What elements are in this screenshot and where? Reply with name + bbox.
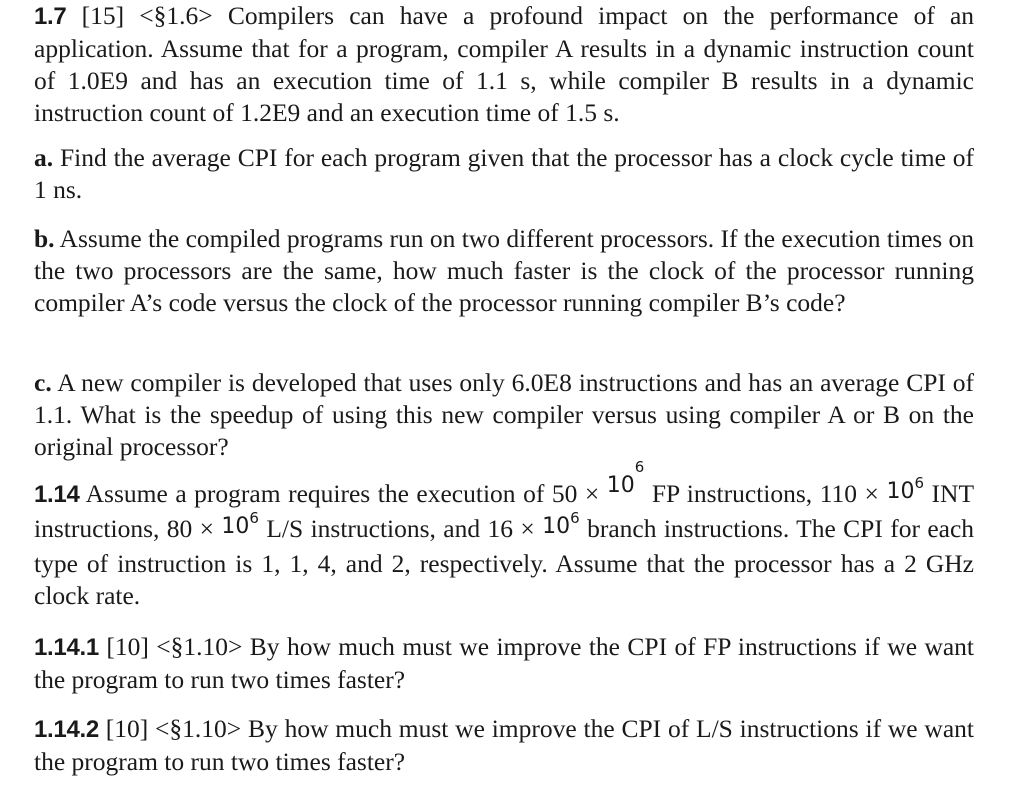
exercise-text-4: L/S instructions, and 16 × bbox=[266, 514, 535, 543]
exercise-number: 1.14 bbox=[34, 481, 80, 508]
exercise-1-14 bbox=[34, 458, 975, 612]
exercise-1-7 bbox=[34, 0, 974, 129]
exercise-1-7-part-a bbox=[34, 142, 974, 206]
exercise-1-14-2 bbox=[34, 713, 974, 778]
part-text: A new compiler is developed that uses only 6.0E8 instructions and has an average CPI of 1.1. What is the speedup of using this new compiler versus using compiler A or B on the original processor? bbox=[34, 368, 975, 461]
exercise-points: [10] bbox=[105, 714, 149, 743]
base-ten: 10 bbox=[542, 514, 571, 539]
part-label: b. bbox=[34, 224, 55, 253]
power-of-ten bbox=[886, 474, 924, 504]
exercise-text: By how much must we improve the CPI of FP instructions if we want the program to run two times faster? bbox=[34, 632, 975, 694]
exercise-section: <§1.10> bbox=[155, 714, 242, 743]
part-label: c. bbox=[34, 368, 52, 397]
power-of-ten bbox=[221, 509, 259, 539]
base-ten: 10 bbox=[221, 514, 250, 539]
part-label: a. bbox=[34, 143, 54, 172]
exponent: 6 bbox=[570, 509, 580, 527]
exercise-points: [10] bbox=[106, 632, 149, 661]
part-text: Find the average CPI for each program given that the processor has a clock cycle time of 1 ns. bbox=[34, 143, 974, 204]
exponent: 6 bbox=[634, 458, 645, 476]
base-ten: 10 bbox=[886, 479, 915, 504]
exercise-text: By how much must we improve the CPI of L/S instructions if we want the program to run two times faster? bbox=[34, 714, 974, 776]
exercise-section: <§1.6> bbox=[139, 1, 213, 30]
exercise-number: 1.14.1 bbox=[34, 634, 99, 661]
base-ten: 10 bbox=[606, 473, 635, 498]
exercise-1-7-part-c bbox=[34, 367, 974, 463]
exponent: 6 bbox=[249, 509, 259, 527]
exponent: 6 bbox=[914, 474, 924, 492]
exercise-1-14-1 bbox=[34, 631, 974, 696]
exercise-text-5: branch instructions. The CPI for each type of instruction is 1, 1, 4, and 2, respectively. Assume that the processor has a 2 GHz clock rate. bbox=[34, 514, 975, 610]
power-of-ten bbox=[606, 458, 645, 498]
exercise-text-1: Assume a program requires the execution of 50 × bbox=[85, 479, 600, 508]
exercise-points: [15] bbox=[81, 1, 125, 30]
power-of-ten bbox=[542, 509, 580, 539]
exercise-number: 1.14.2 bbox=[34, 716, 99, 743]
part-text: Assume the compiled programs run on two different processors. If the execution times on the two processors are the same, how much faster is the clock of the processor running compiler A’s code versus the clock of the processor running compiler B’s code? bbox=[34, 224, 975, 317]
exercise-1-7-part-b bbox=[34, 223, 974, 319]
exercise-section: <§1.10> bbox=[156, 632, 243, 661]
exercise-text: Compilers can have a profound impact on the performance of an application. Assume that for a program, compiler A results in a dynamic instruction count of 1.0E9 and has an execution time of 1.1 s, while compiler B results in a dynamic instruction count of 1.2E9 and an execution time of 1.5 s. bbox=[34, 1, 975, 127]
exercise-text-2: FP instructions, 110 × bbox=[651, 479, 879, 508]
exercise-text-3: INT instructions, 80 × bbox=[34, 479, 975, 543]
exercise-number: 1.7 bbox=[34, 3, 67, 30]
